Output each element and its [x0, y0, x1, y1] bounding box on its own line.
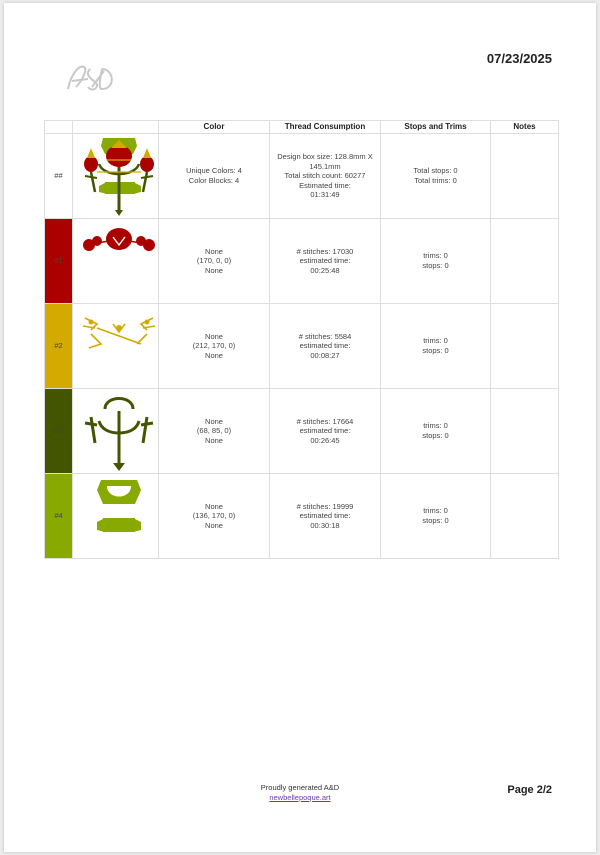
- table-row: [45, 219, 559, 304]
- color-swatch: #2: [45, 304, 73, 389]
- block-preview: [73, 219, 159, 304]
- brand-logo: [62, 61, 118, 95]
- block-notes: [491, 219, 559, 304]
- block-preview: [73, 389, 159, 474]
- block-stops: trims: 0 stops: 0: [381, 389, 491, 474]
- block-1-image: [77, 219, 161, 303]
- block-preview: [73, 474, 159, 559]
- thread-report-table: [44, 120, 559, 559]
- color-swatch: #3: [45, 389, 73, 474]
- document-page: [4, 3, 596, 852]
- table-row: [45, 474, 559, 559]
- header-label: [45, 121, 73, 134]
- generated-note: Proudly generated A&D: [260, 783, 340, 792]
- block-stops: trims: 0 stops: 0: [381, 474, 491, 559]
- table-row: [45, 304, 559, 389]
- header-stops-trims: Stops and Trims: [381, 121, 491, 134]
- block-color: None (212, 170, 0) None: [159, 304, 270, 389]
- block-stops: trims: 0 stops: 0: [381, 219, 491, 304]
- block-notes: [491, 474, 559, 559]
- header-notes: Notes: [491, 121, 559, 134]
- block-color: None (136, 170, 0) None: [159, 474, 270, 559]
- block-color: None (68, 85, 0) None: [159, 389, 270, 474]
- table-header-row: [45, 121, 559, 134]
- header-color: Color: [159, 121, 270, 134]
- color-swatch: #1: [45, 219, 73, 304]
- summary-label: ##: [45, 134, 73, 219]
- summary-row: [45, 134, 559, 219]
- block-color: None (170, 0, 0) None: [159, 219, 270, 304]
- summary-stops: Total stops: 0 Total trims: 0: [381, 134, 491, 219]
- block-stops: trims: 0 stops: 0: [381, 304, 491, 389]
- page-number: Page 2/2: [507, 784, 552, 796]
- design-preview: [73, 134, 159, 219]
- header-thread-consumption: Thread Consumption: [270, 121, 381, 134]
- block-4-image: [77, 474, 161, 558]
- website-link[interactable]: newbellepoque.art: [269, 793, 331, 802]
- report-date: 07/23/2025: [486, 51, 552, 66]
- full-design-image: [77, 134, 161, 218]
- summary-color: Unique Colors: 4 Color Blocks: 4: [159, 134, 270, 219]
- block-3-image: [77, 389, 161, 473]
- block-thread: # stitches: 19999 estimated time: 00:30:18: [270, 474, 381, 559]
- block-2-image: [77, 304, 161, 388]
- block-thread: # stitches: 5584 estimated time: 00:08:27: [270, 304, 381, 389]
- color-swatch: #4: [45, 474, 73, 559]
- block-notes: [491, 304, 559, 389]
- block-thread: # stitches: 17664 estimated time: 00:26:45: [270, 389, 381, 474]
- block-notes: [491, 389, 559, 474]
- summary-notes: [491, 134, 559, 219]
- block-preview: [73, 304, 159, 389]
- header-preview: [73, 121, 159, 134]
- block-thread: # stitches: 17030 estimated time: 00:25:48: [270, 219, 381, 304]
- table-row: [45, 389, 559, 474]
- summary-thread: Design box size: 128.8mm X 145.1mm Total stitch count: 60277 Estimated time: 01:31:49: [270, 134, 381, 219]
